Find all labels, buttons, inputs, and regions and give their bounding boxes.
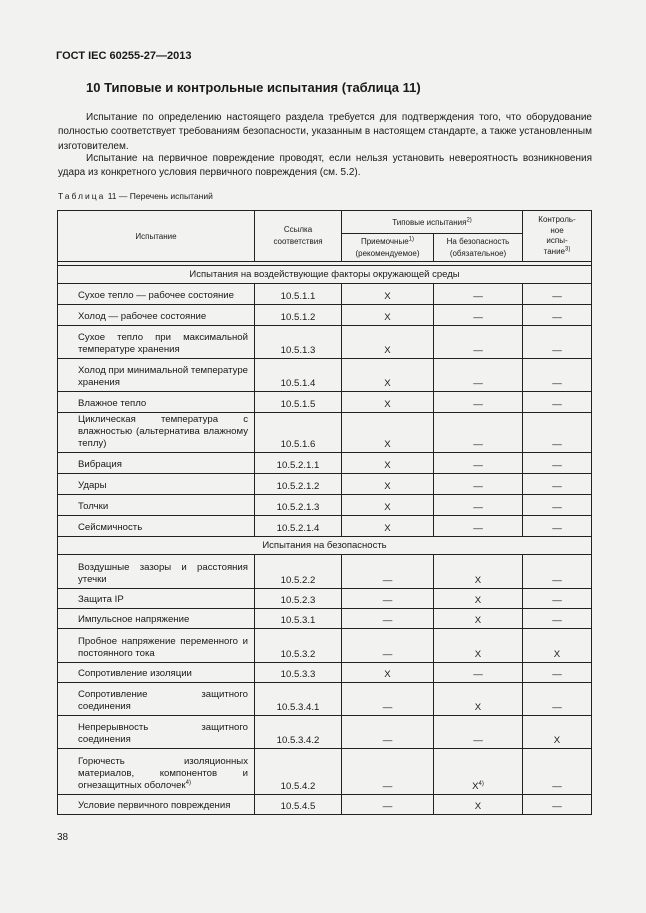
page-number: 38 xyxy=(57,832,69,843)
table-row: Циклическая температура с влажностью (альтернатива влажному теплу) 10.5.1.6 X — — xyxy=(58,413,592,453)
table-row: Вибрация 10.5.2.1.1 X — — xyxy=(58,453,592,474)
table-row: Условие первичного повреждения 10.5.4.5 — X — xyxy=(58,795,592,815)
table-row: Горючесть изоляционных материалов, компонентов и огнезащитных оболочек$^{4)}$ 10.5.4.2 — $X^{4)}$ — xyxy=(58,749,592,795)
header-reference: Ссылка соответствия xyxy=(255,211,342,262)
section-heading: Испытания на воздействующие факторы окружающей среды xyxy=(58,266,592,284)
table-row: Сейсмичность 10.5.2.1.4 X — — xyxy=(58,516,592,537)
header-routine: Контроль- ное испы- тание$^{3)}$ xyxy=(523,211,592,262)
table-row: Импульсное напряжение 10.5.3.1 — X — xyxy=(58,609,592,629)
table-row: Защита IP 10.5.2.3 — X — xyxy=(58,589,592,609)
table-row: Удары 10.5.2.1.2 X — — xyxy=(58,474,592,495)
paragraph-1: Испытание по определению настоящего раздела требуется для подтверждения того, что оборудование полностью соответствует требованиям безопасности, указанным в настоящем стандарте, а также установленным изготовителем. xyxy=(58,112,592,152)
table-row: Пробное напряжение переменного и постоянного тока 10.5.3.2 — X X xyxy=(58,629,592,663)
table-caption-title: 11 — Перечень испытаний xyxy=(107,191,213,201)
table-row: Непрерывность защитного соединения 10.5.3.4.2 — — X xyxy=(58,716,592,749)
table-row: Сухое тепло — рабочее состояние 10.5.1.1 X — — xyxy=(58,284,592,305)
tests-table xyxy=(57,210,592,815)
table-row: Холод — рабочее состояние 10.5.1.2 X — — xyxy=(58,305,592,326)
paragraph-2: Испытание на первичное повреждение проводят, если нельзя установить невероятность возникновения удара из конкретного условия первичного повреждения (см. 5.2). xyxy=(58,153,592,179)
section-heading: Испытания на безопасность xyxy=(58,537,592,555)
table-row: Сухое тепло при максимальной температуре хранения 10.5.1.3 X — — xyxy=(58,326,592,359)
table-row: Сопротивление защитного соединения 10.5.3.4.1 — X — xyxy=(58,683,592,716)
header-test: Испытание xyxy=(58,211,255,262)
header-acceptance: Приемочные$^{1)}$ (рекомендуемое) xyxy=(342,234,434,262)
table-row: Холод при минимальной температуре хранения 10.5.1.4 X — — xyxy=(58,359,592,392)
section-title: 10 Типовые и контрольные испытания (таблица 11) xyxy=(86,80,421,95)
document-code: ГОСТ IEC 60255-27—2013 xyxy=(56,50,192,62)
table-row: Толчки 10.5.2.1.3 X — — xyxy=(58,495,592,516)
table-row: Влажное тепло 10.5.1.5 X — — xyxy=(58,392,592,413)
table-row: Сопротивление изоляции 10.5.3.3 X — — xyxy=(58,663,592,683)
header-type-tests: Типовые испытания$^{2)}$ xyxy=(342,211,523,234)
header-safety: На безопасность (обязательное) xyxy=(434,234,523,262)
table-caption xyxy=(58,191,213,201)
table-row: Воздушные зазоры и расстояния утечки 10.5.2.2 — X — xyxy=(58,555,592,589)
table-caption-label: Таблица xyxy=(58,191,106,201)
